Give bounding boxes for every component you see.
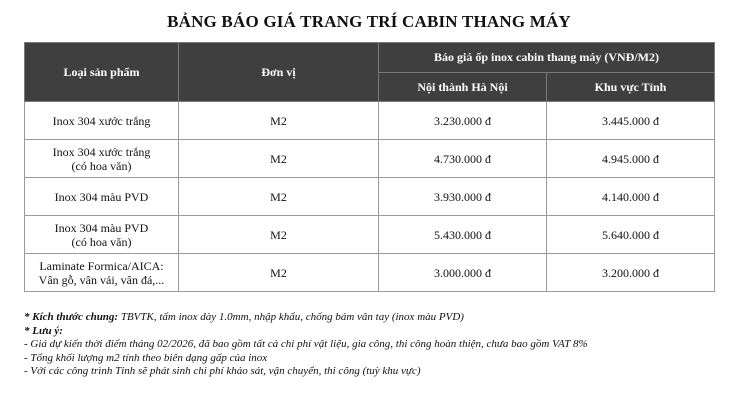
cell-province-price: 3.445.000 đ: [547, 102, 715, 140]
cell-unit: M2: [179, 216, 379, 254]
remark-label: * Lưu ý:: [24, 324, 63, 337]
cell-province-price: 4.945.000 đ: [547, 140, 715, 178]
cell-province-price: 5.640.000 đ: [547, 216, 715, 254]
notes-section: [24, 311, 724, 379]
spec-note: [24, 311, 724, 325]
cell-product: Inox 304 xước trắng: [25, 102, 179, 140]
cell-hanoi-price: 3.000.000 đ: [379, 254, 547, 292]
cell-product: Inox 304 màu PVD: [25, 178, 179, 216]
cell-unit: M2: [179, 140, 379, 178]
cell-hanoi-price: 3.230.000 đ: [379, 102, 547, 140]
remark-item: - Tổng khối lượng m2 tính theo biên dạng gấp của inox: [24, 351, 268, 364]
header-unit: Đơn vị: [179, 43, 379, 102]
cell-province-price: 4.140.000 đ: [547, 178, 715, 216]
header-product: Loại sản phẩm: [25, 43, 179, 102]
remark-item: - Giá dự kiến thời điểm tháng 02/2026, đã bao gồm tất cả chi phí vật liệu, gia công, thi công hoàn thiện, chưa bao gồm VAT 8%: [24, 338, 588, 350]
price-table: [24, 42, 715, 292]
table-row: [25, 102, 715, 140]
table-row: [25, 216, 715, 254]
cell-hanoi-price: 3.930.000 đ: [379, 178, 547, 216]
cell-province-price: 3.200.000 đ: [547, 254, 715, 292]
cell-unit: M2: [179, 178, 379, 216]
table-row: [25, 140, 715, 178]
table-row: [25, 254, 715, 292]
cell-product: Inox 304 xước trắng (có hoa văn): [25, 140, 179, 178]
table-row: [25, 178, 715, 216]
cell-unit: M2: [179, 254, 379, 292]
cell-hanoi-price: 5.430.000 đ: [379, 216, 547, 254]
spec-label: * Kích thước chung:: [24, 311, 119, 323]
cell-unit: M2: [179, 102, 379, 140]
cell-product: Laminate Formica/AICA: Vân gỗ, vân vải, vân đá,...: [25, 254, 179, 292]
header-hanoi: Nội thành Hà Nội: [379, 73, 547, 102]
cell-hanoi-price: 4.730.000 đ: [379, 140, 547, 178]
remark-item: - Với các công trình Tỉnh sẽ phát sinh chi phí khảo sát, vận chuyển, thi công (tuỳ khu vực): [24, 365, 421, 377]
page-title: BẢNG BÁO GIÁ TRANG TRÍ CABIN THANG MÁY: [167, 12, 571, 31]
header-price-group: Báo giá ốp inox cabin thang máy (VNĐ/M2): [379, 43, 715, 73]
spec-text: TBVTK, tấm inox dày 1.0mm, nhập khẩu, chống bám vân tay (inox màu PVD): [120, 311, 464, 323]
cell-product: Inox 304 màu PVD (có hoa văn): [25, 216, 179, 254]
header-province: Khu vực Tỉnh: [547, 73, 715, 102]
